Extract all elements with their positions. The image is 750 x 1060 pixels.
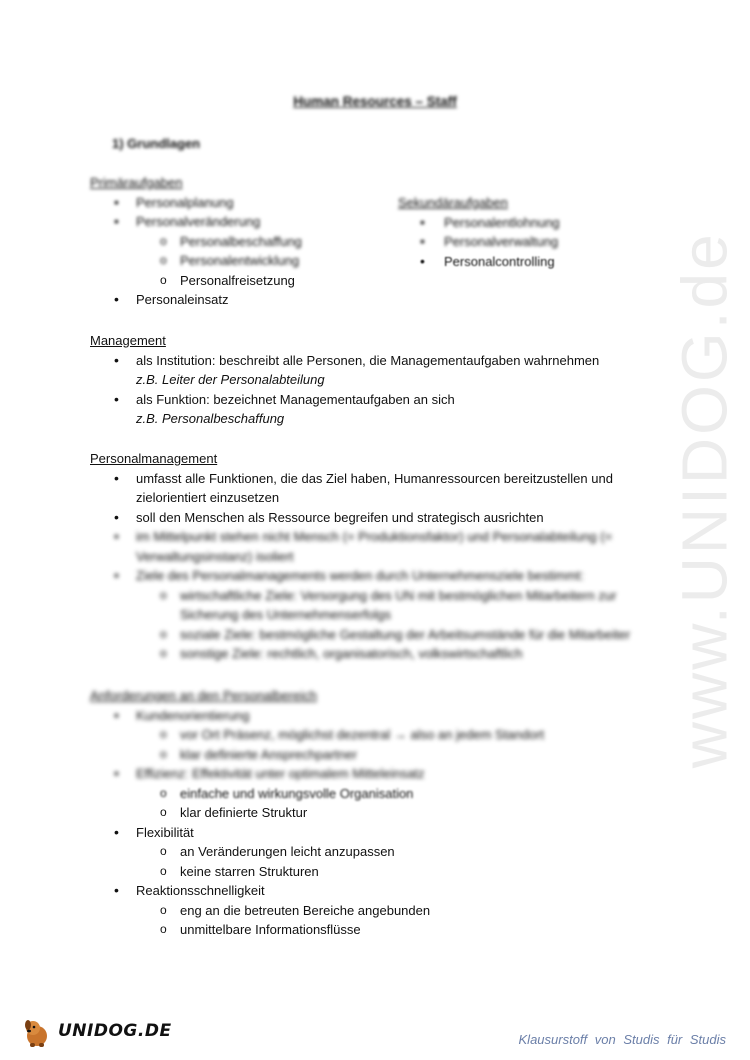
list-item: o sonstige Ziele: rechtlich, organisatorisch, volkswirtschaftlich <box>90 644 650 664</box>
list-item: • Personalentlohnung <box>398 213 698 233</box>
dog-mascot-icon <box>22 1016 52 1048</box>
list-item: o soziale Ziele: bestmögliche Gestaltung der Arbeitsumstände für die Mitarbeiter <box>90 625 650 645</box>
list-item: o keine starren Strukturen <box>90 862 650 882</box>
management-section <box>90 331 650 429</box>
secondary-tasks-heading: Sekundäraufgaben <box>398 195 508 210</box>
section-heading-grundlagen: 1) Grundlagen <box>112 136 201 151</box>
list-item: o an Veränderungen leicht anzupassen <box>90 842 650 862</box>
list-item: o eng an die betreuten Bereiche angebunden <box>90 901 650 921</box>
list-item: • Personalcontrolling <box>398 252 698 272</box>
personalmanagement-section <box>90 449 650 664</box>
example-text: z.B. Personalbeschaffung <box>136 411 285 426</box>
primary-tasks <box>90 173 410 310</box>
example-text: z.B. Leiter der Personalabteilung <box>136 372 325 387</box>
list-item: o klar definierte Ansprechpartner <box>90 745 650 765</box>
management-heading: Management <box>90 333 166 348</box>
list-item: o Personalbeschaffung <box>90 232 410 252</box>
list-item: o vor Ort Präsenz, möglichst dezentral → also an jedem Standort <box>90 725 650 745</box>
anforderungen-section <box>90 686 650 940</box>
secondary-tasks <box>398 193 698 271</box>
list-item: • Reaktionsschnelligkeit <box>90 881 650 901</box>
list-item: • umfasst alle Funktionen, die das Ziel haben, Humanressourcen bereitzustellen und zielorientiert einzusetzen <box>90 469 626 508</box>
list-item: • Flexibilität <box>90 823 650 843</box>
list-item: o klar definierte Struktur <box>90 803 650 823</box>
list-item: • im Mittelpunkt stehen nicht Mensch (= Produktionsfaktor) und Personalabteilung (= Verwaltungsinstanz) isoliert <box>90 527 636 566</box>
watermark <box>640 231 750 769</box>
list-item: o unmittelbare Informationsflüsse <box>90 920 650 940</box>
personalmanagement-heading: Personalmanagement <box>90 451 218 466</box>
footer-tagline: Klausurstoff von Studis für Studis <box>518 1032 726 1047</box>
list-item: • Personalverwaltung <box>398 232 698 252</box>
list-item: • als Funktion: bezeichnet Managementaufgaben an sich <box>90 390 650 410</box>
document-title: Human Resources – Staff <box>293 94 457 109</box>
list-item: o Personalentwicklung <box>90 251 410 271</box>
footer-logo[interactable] <box>22 1016 172 1048</box>
logo-text: UNIDOG.DE <box>58 1021 172 1042</box>
anforderungen-heading: Anforderungen an den Personalbereich <box>90 688 317 703</box>
list-item: • Personaleinsatz <box>90 290 410 310</box>
primary-tasks-heading: Primäraufgaben <box>90 175 183 190</box>
list-item: • Kundenorientierung <box>90 706 650 726</box>
watermark-text: www.UNIDOG.de <box>668 231 741 769</box>
list-item: • soll den Menschen als Ressource begreifen und strategisch ausrichten <box>90 508 650 528</box>
list-item: • Effizienz: Effektivität unter optimalem Mitteleinsatz <box>90 764 650 784</box>
list-item: o Personalfreisetzung <box>90 271 410 291</box>
list-item: • als Institution: beschreibt alle Personen, die Managementaufgaben wahrnehmen <box>90 351 650 371</box>
list-item: • Ziele des Personalmanagements werden durch Unternehmensziele bestimmt: <box>90 566 650 586</box>
list-item: • Personalveränderung <box>90 212 410 232</box>
list-item: o wirtschaftliche Ziele: Versorgung des UN mit bestmöglichen Mitarbeitern zur Sicherung des Unternehmenserfolgs <box>90 586 640 625</box>
list-item: o einfache und wirkungsvolle Organisation <box>90 784 650 804</box>
list-item: • Personalplanung <box>90 193 410 213</box>
